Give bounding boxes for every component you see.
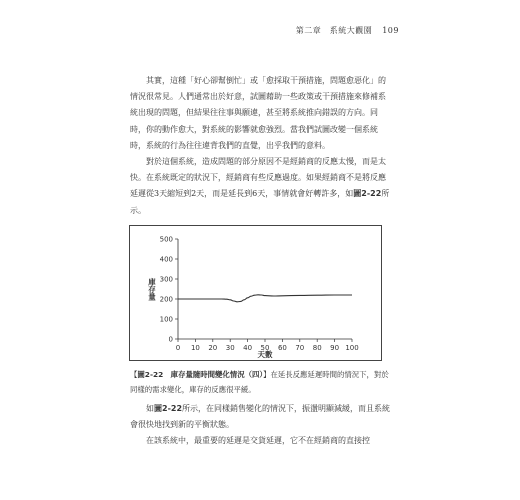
paragraph-2 <box>130 154 392 219</box>
y-tick-label: 200 <box>159 295 173 304</box>
figure-reference: 圖2-22 <box>353 189 382 199</box>
paragraph-2-text: 對於這個系統，造成問題的部分原因不是經銷商的反應太慢，而是太快。在系統既定的狀況下，經銷商有些反應過度。如果經銷商不是將反應延遲從3天縮短到2天，而是延長到6天，事情就會好轉許多，如 <box>130 157 386 199</box>
x-tick-label: 40 <box>243 344 253 352</box>
caption-label: 圖2-22 庫存量隨時間變化情況（四） <box>137 370 264 379</box>
running-head <box>296 25 399 36</box>
x-tick-label: 70 <box>295 344 305 352</box>
x-tick-label: 30 <box>225 344 235 352</box>
y-tick-label: 300 <box>159 275 173 284</box>
x-axis-label: 天數 <box>257 350 273 359</box>
paragraph-1: 其實，這種「好心卻幫倒忙」或「愈採取干預措施，問題愈惡化」的情況很常見。人們通常出於好意，試圖藉助一些政策或干預措施來修補系統出現的問題，但結果往往事與願違，甚至將系統推向錯誤的方向。同時，你的動作愈大，對系統的影響就愈強烈。當我們試圖改變一個系統時，系統的行為往往違背我們的直覺，出乎我們的意料。 <box>130 76 386 150</box>
x-tick-label: 50 <box>260 344 270 352</box>
paragraph-2-end: 所示。 <box>130 189 390 215</box>
x-tick-label: 60 <box>277 344 287 352</box>
caption-bracket-close: 】 <box>263 370 271 379</box>
x-tick-label: 10 <box>190 344 200 352</box>
paragraph-4: 在該系統中，最重要的延遲是交貨延遲，它不在經銷商的直接控 <box>146 436 370 445</box>
inventory-line-chart <box>130 226 381 360</box>
x-tick-label: 100 <box>345 344 359 352</box>
x-tick-label: 20 <box>208 344 218 352</box>
y-tick-label: 500 <box>159 235 173 244</box>
figure-2-22-chart <box>129 225 382 361</box>
paragraph-3-start: 如 <box>146 404 154 413</box>
y-tick-label: 100 <box>159 315 173 324</box>
y-tick-label: 400 <box>159 255 173 264</box>
inventory-series-line <box>178 295 352 302</box>
figure-reference: 圖2-22 <box>154 404 183 413</box>
caption-text: 在延長反應延遲時間的情況下，對於同樣的需求變化，庫存的反應很平緩。 <box>130 370 389 394</box>
chapter-title: 第二章 系統大觀園 <box>295 26 373 35</box>
y-axis-label: 庫存量 <box>147 277 157 301</box>
page-number: 109 <box>382 26 399 35</box>
y-tick-label: 0 <box>168 335 173 344</box>
caption-bracket-open: 【 <box>130 370 138 379</box>
x-tick-label: 90 <box>330 344 340 352</box>
paragraph-3-text: 所示，在同樣銷售變化的情況下，振盪明顯減緩，而且系統會很快地找到新的平衡狀態。 <box>130 404 391 430</box>
paragraph-3 <box>130 401 392 433</box>
figure-caption <box>130 367 392 397</box>
x-tick-label: 0 <box>175 344 181 352</box>
y-axis-ticks <box>160 236 178 344</box>
x-tick-label: 80 <box>312 344 322 352</box>
